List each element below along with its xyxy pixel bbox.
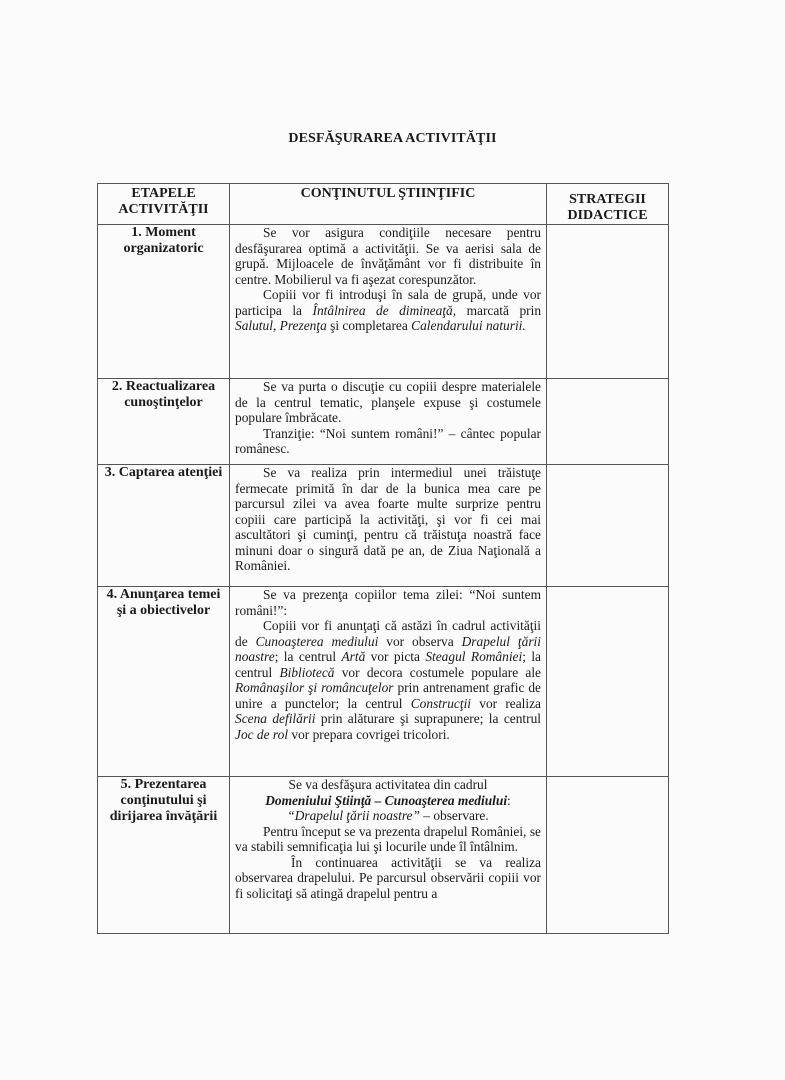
strategy-cell (547, 587, 669, 777)
text: vor prepara covrigei tricolori. (288, 726, 450, 742)
text-italic: Întâlnirea de dimineaţă, (312, 302, 457, 318)
paragraph: În continuarea activităţii se va realiza observarea drapelului. Pe parcursul observării copiii vor fi solicitaţi să atingă drapelul pentru a (235, 854, 541, 901)
paragraph: Se va realiza prin intermediul unei trăistuţe fermecate primită în dar de la bunica mea care pe parcursul zilei va avea foarte multe surprize pentru copiii care participă la activităţi, şi vor fi cei mai ascultători şi cuminţi, pentru că trăistuţa noastră face minuni doar o singură dată pe an, de Ziua Naţională a României. (235, 465, 541, 573)
text: prin antrenament grafic de unire a punctelor; la centrul (235, 680, 542, 711)
paragraph (235, 793, 541, 809)
table-row (98, 777, 669, 934)
table-row (98, 225, 669, 379)
paragraph: Se va desfăşura activitatea din cadrul (288, 777, 488, 792)
text: marcată prin (456, 302, 542, 318)
content-cell (230, 225, 547, 379)
content-cell (230, 587, 547, 777)
text: ; la centrul (274, 649, 342, 664)
text: şi completarea (326, 318, 412, 333)
text-italic: Salutul, (235, 318, 277, 333)
stage-cell: 2. Reactualizarea cunoştinţelor (98, 379, 230, 465)
text-italic: Joc de rol (235, 726, 289, 742)
paragraph (235, 287, 541, 334)
content-cell (230, 465, 547, 587)
stage-cell: 4. Anunţarea temei şi a obiectivelor (98, 587, 230, 777)
text: : (507, 792, 511, 808)
text-italic: Construcţii (410, 695, 472, 711)
strategy-cell (547, 379, 669, 465)
table-row (98, 587, 669, 777)
stage-cell: 1. Moment organizatoric (98, 225, 230, 379)
text-italic: Cunoaşterea mediului (255, 633, 379, 649)
paragraph: Tranziţie: “Noi suntem români!” – cântec popular românesc. (235, 425, 541, 456)
text-italic: Artă (341, 649, 366, 664)
text-bold-italic: Domeniului Ştiinţă – Cunoaşterea mediului (265, 792, 508, 808)
text: vor realiza (471, 695, 542, 711)
table-row (98, 379, 669, 465)
paragraph: Se va prezenţa copiilor tema zilei: “Noi suntem români!”: (235, 587, 541, 618)
text-italic: Bibliotecă (279, 664, 335, 680)
text-italic: Scena defilării (235, 711, 316, 726)
text: ; la centrul (235, 649, 541, 680)
paragraph: Se va purta o discuţie cu copiii despre materialele de la centrul tematic, planşele expuse şi costumele populare îmbrăcate. (235, 379, 541, 425)
paragraph: Se vor asigura condiţiile necesare pentru desfăşurarea optimă a activităţii. Se va aerisi sala de grupă. Mijloacele de învăţământ vor fi distribuite în centre. Mobilierul va fi aşezat corespunzător. (235, 225, 541, 287)
header-stages: ETAPELE ACTIVITĂŢII (98, 184, 230, 225)
header-content: CONŢINUTUL ŞTIINŢIFIC (230, 184, 547, 225)
text-italic: Prezenţa (279, 318, 327, 333)
text-italic: “Drapelul ţării noastre” (287, 808, 420, 823)
activity-table (97, 183, 669, 934)
text: prin alăturare şi suprapunere; la centrul (315, 711, 541, 726)
strategy-cell (547, 777, 669, 934)
text-italic: Drapelul ţării noastre (235, 633, 541, 664)
table-header-row (98, 184, 669, 225)
text: – observare. (419, 808, 489, 823)
header-strategies: STRATEGII DIDACTICE (547, 184, 669, 225)
strategy-cell (547, 225, 669, 379)
text: Copiii vor fi introduşi în sala de grupă, unde vor participa la (235, 287, 541, 318)
text-italic: Calendarului naturii. (411, 318, 526, 333)
document-title: DESFĂŞURAREA ACTIVITĂŢII (288, 131, 497, 146)
text: Copiii vor fi anunţaţi că astăzi în cadrul activităţii de (235, 618, 541, 649)
stage-cell: 3. Captarea atenţiei (98, 465, 230, 587)
text-italic: Steagul României (425, 649, 523, 664)
strategy-cell (547, 465, 669, 587)
stage-cell: 5. Prezentarea conţinutului şi dirijarea învăţării (98, 777, 230, 934)
paragraph: Pentru început se va prezenta drapelul României, se va stabili semnificaţia lui şi locurile unde îl întâlnim. (235, 823, 541, 854)
paragraph (235, 808, 541, 824)
text: vor picta (365, 649, 426, 664)
paragraph (235, 618, 541, 742)
text: vor decora costumele populare ale (334, 664, 542, 680)
table-row (98, 465, 669, 587)
text-italic: Românaşilor şi româncuţelor (235, 680, 394, 695)
text: vor observa (378, 633, 462, 649)
content-cell (230, 379, 547, 465)
content-cell (230, 777, 547, 934)
